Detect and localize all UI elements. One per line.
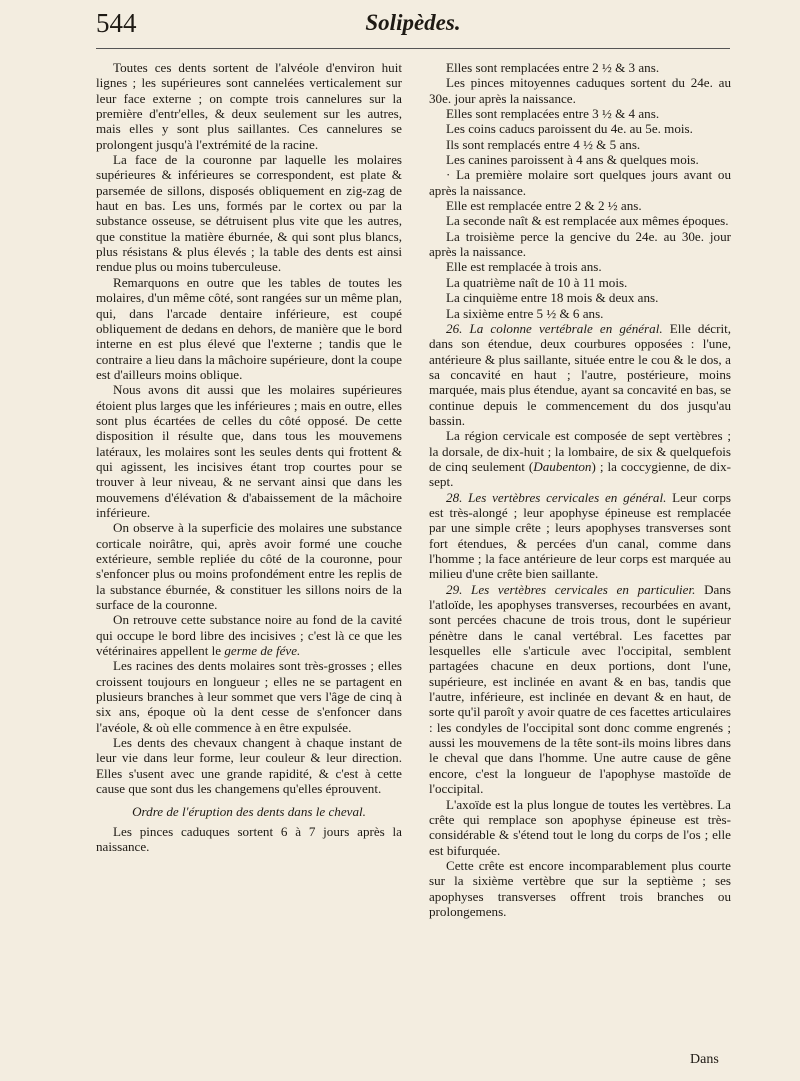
section-29-heading: 29. Les vertèbres cervicales en particulier.: [446, 581, 696, 597]
left-column: [96, 60, 402, 855]
page-header: [96, 6, 730, 50]
paragraph: Elle est remplacée entre 2 & 2 ½ ans.: [446, 198, 642, 214]
paragraph: La cinquième entre 18 mois & deux ans.: [446, 290, 659, 306]
paragraph: Les canines paroissent à 4 ans & quelques mois.: [446, 152, 699, 168]
paragraph: Les pinces caduques sortent 6 à 7 jours après la naissance.: [96, 823, 402, 855]
paragraph: La région cervicale est composée de sept vertèbres ; la dorsale, de dix-huit ; la lombaire, de six & quelquefois de cinq seulement (Daubenton) ; la coccygienne, de dix-sept.: [429, 428, 731, 490]
paragraph: Les racines des dents molaires sont très-grosses ; elles croissent toujours en longueur ; elles ne se partagent en plusieurs branches à leur sommet que vers l'âge de cinq à six ans, époque où la dent cesse de s'enfoncer dans l'avéole, & où elle commence à en être expulsée.: [96, 658, 402, 735]
paragraph: Toutes ces dents sortent de l'alvéole d'environ huit lignes ; les supérieures sont cannelées verticalement sur leur face externe ; on compte trois cannelures sur la première d'entr'elles, & deux seulement sur les autres, mais elles y sont plus saillantes. Ces cannelures se prolongent jusqu'à l'extrémité de la racine.: [96, 60, 402, 152]
right-column: [429, 60, 731, 919]
running-title: Solipèdes.: [365, 10, 461, 35]
paragraph: Elles sont remplacées entre 2 ½ & 3 ans.: [446, 60, 660, 75]
header-rule: [96, 48, 730, 49]
paragraph: Les pinces mitoyennes caduques sortent du 24e. au 30e. jour après la naissance.: [429, 75, 731, 106]
paragraph: Les coins caducs paroissent du 4e. au 5e. mois.: [446, 121, 693, 137]
paragraph: Elles sont remplacées entre 3 ½ & 4 ans.: [446, 106, 660, 122]
paragraph: La sixième entre 5 ½ & 6 ans.: [446, 305, 604, 321]
paragraph: On observe à la superficie des molaires une substance corticale noirâtre, qui, après avoir formé une couche extérieure, semble repliée du côté de la couronne, pour s'enfoncer plus ou moins profondément entre les replis de la substance éburnée, & constituer les sillons noirs de la surface de la couronne.: [96, 520, 402, 613]
catchword: Dans: [690, 1052, 719, 1067]
author-citation: Daubenton: [533, 458, 592, 474]
paragraph: La face de la couronne par laquelle les molaires supérieures & inférieures se correspondent, est plate & parsemée de sillons, disposés obliquement en zig-zag de haut en bas. Les uns, formés par le cortex ou par la substance osseuse, se détruisent plus vite que les autres, que constitue la matière éburnée, & qui sont plus blancs, plus résistans & plus élevés ; la table des dents est ainsi rendue plus ou moins tuberculeuse.: [96, 152, 402, 275]
paragraph: La troisième perce la gencive du 24e. au 30e. jour après la naissance.: [429, 228, 731, 260]
paragraph: Ils sont remplacés entre 4 ½ & 5 ans.: [446, 136, 641, 152]
paragraph: Nous avons dit aussi que les molaires supérieures étoient plus larges que les inférieures ; mais en outre, elles sont plus écartées de celles du côté opposé. De cette disposition il résulte que, dans tous les mouvemens latéraux, les molaires sont les seules dents qui frottent & qui agissent, les incisives étant trop courtes pour se trouver à leur niveau, & ne servant ainsi que dans les mouvemens d'élévation & d'abaissement de la mâchoire inférieure.: [96, 382, 402, 520]
paragraph: Remarquons en outre que les tables de toutes les molaires, d'un même côté, sont rangées sur un même plan, qui, dans l'arcade dentaire inférieure, est coupé obliquement de dedans en dehors, de manière que le bord interne en est plus élevé que l'externe ; tandis que le contraire a lieu dans la mâchoire supérieure, dont la coupe est d'ailleurs moins oblique.: [96, 274, 402, 382]
section-26: 26. La colonne vertébrale en général. Elle décrit, dans son étendue, deux courbures opposées : l'une, antérieure & plus saillante, située entre le cou & le dos, a sa concavité en haut ; l'autre, postérieure, moins marquée, mais plus étendue, ayant sa concavité en bas, se continue depuis le commencement du dos jusqu'au bassin.: [429, 320, 731, 428]
page-number: 544: [96, 8, 137, 38]
section-26-heading: 26. La colonne vertébrale en général.: [446, 320, 663, 336]
paragraph: Les dents des chevaux changent à chaque instant de leur vie dans leur forme, leur couleur & leur direction. Elles s'usent avec une grande rapidité, & c'est à cette cause que sont dus les changemens qu'elles éprouvent.: [96, 735, 402, 797]
section-heading: Ordre de l'éruption des dents dans le cheval.: [132, 803, 366, 819]
paragraph: Elle est remplacée à trois ans.: [446, 259, 602, 275]
section-28-heading: 28. Les vertèbres cervicales en général.: [446, 489, 667, 505]
section-28: 28. Les vertèbres cervicales en général. Leur corps est très-alongé ; leur apophyse épineuse est remplacée par une simple crête ; leurs apophyses transverses sont fort étendues, & percées d'un canal, comme dans l'homme ; la face antérieure de leur corps est marquée au milieu d'une crête bien saillante.: [429, 489, 731, 582]
paragraph: Cette crête est encore incomparablement plus courte sur la sixième vertèbre que sur la septième ; ses apophyses transverses offrent trois branches ou prolongemens.: [429, 857, 731, 919]
section-29: 29. Les vertèbres cervicales en particulier. Dans l'atloïde, les apophyses transverses, recourbées en avant, sont percées chacune de trois trous, dont le supérieur pénètre dans le canal vertébral. Les facettes par lesquelles elle s'articule avec l'occipital, semblent partagées chacune en deux portions, dont l'une, supérieure, est inclinée en avant & en bas, tandis que l'autre, inférieure, est inclinée en devant & en haut, de sorte qu'il paroît y avoir quatre de ces facettes articulaires : les condyles de l'occipital sont donc comme engrenés ; aussi les mouvemens de la tête sont-ils moins libres dans le cheval que dans l'homme. Une autre cause de gêne encore, c'est la longueur de l'apophyse mastoïde de l'occipital.: [429, 581, 732, 797]
paragraph: La seconde naît & est remplacée aux mêmes époques.: [446, 213, 729, 229]
term-germe-de-feve: germe de féve.: [224, 643, 301, 659]
paragraph: L'axoïde est la plus longue de toutes les vertèbres. La crête qui remplace son apophyse épineuse est très-considérable & s'étend tout le long du corps de l'os ; elle est bifurquée.: [429, 796, 731, 858]
paragraph: La quatrième naît de 10 à 11 mois.: [446, 274, 628, 290]
paragraph: On retrouve cette substance noire au fond de la cavité qui occupe le bord libre des incisives ; c'est là ce que les vétérinaires appellent le germe de féve.: [96, 612, 402, 659]
paragraph: · La première molaire sort quelques jours avant ou après la naissance.: [429, 167, 731, 198]
